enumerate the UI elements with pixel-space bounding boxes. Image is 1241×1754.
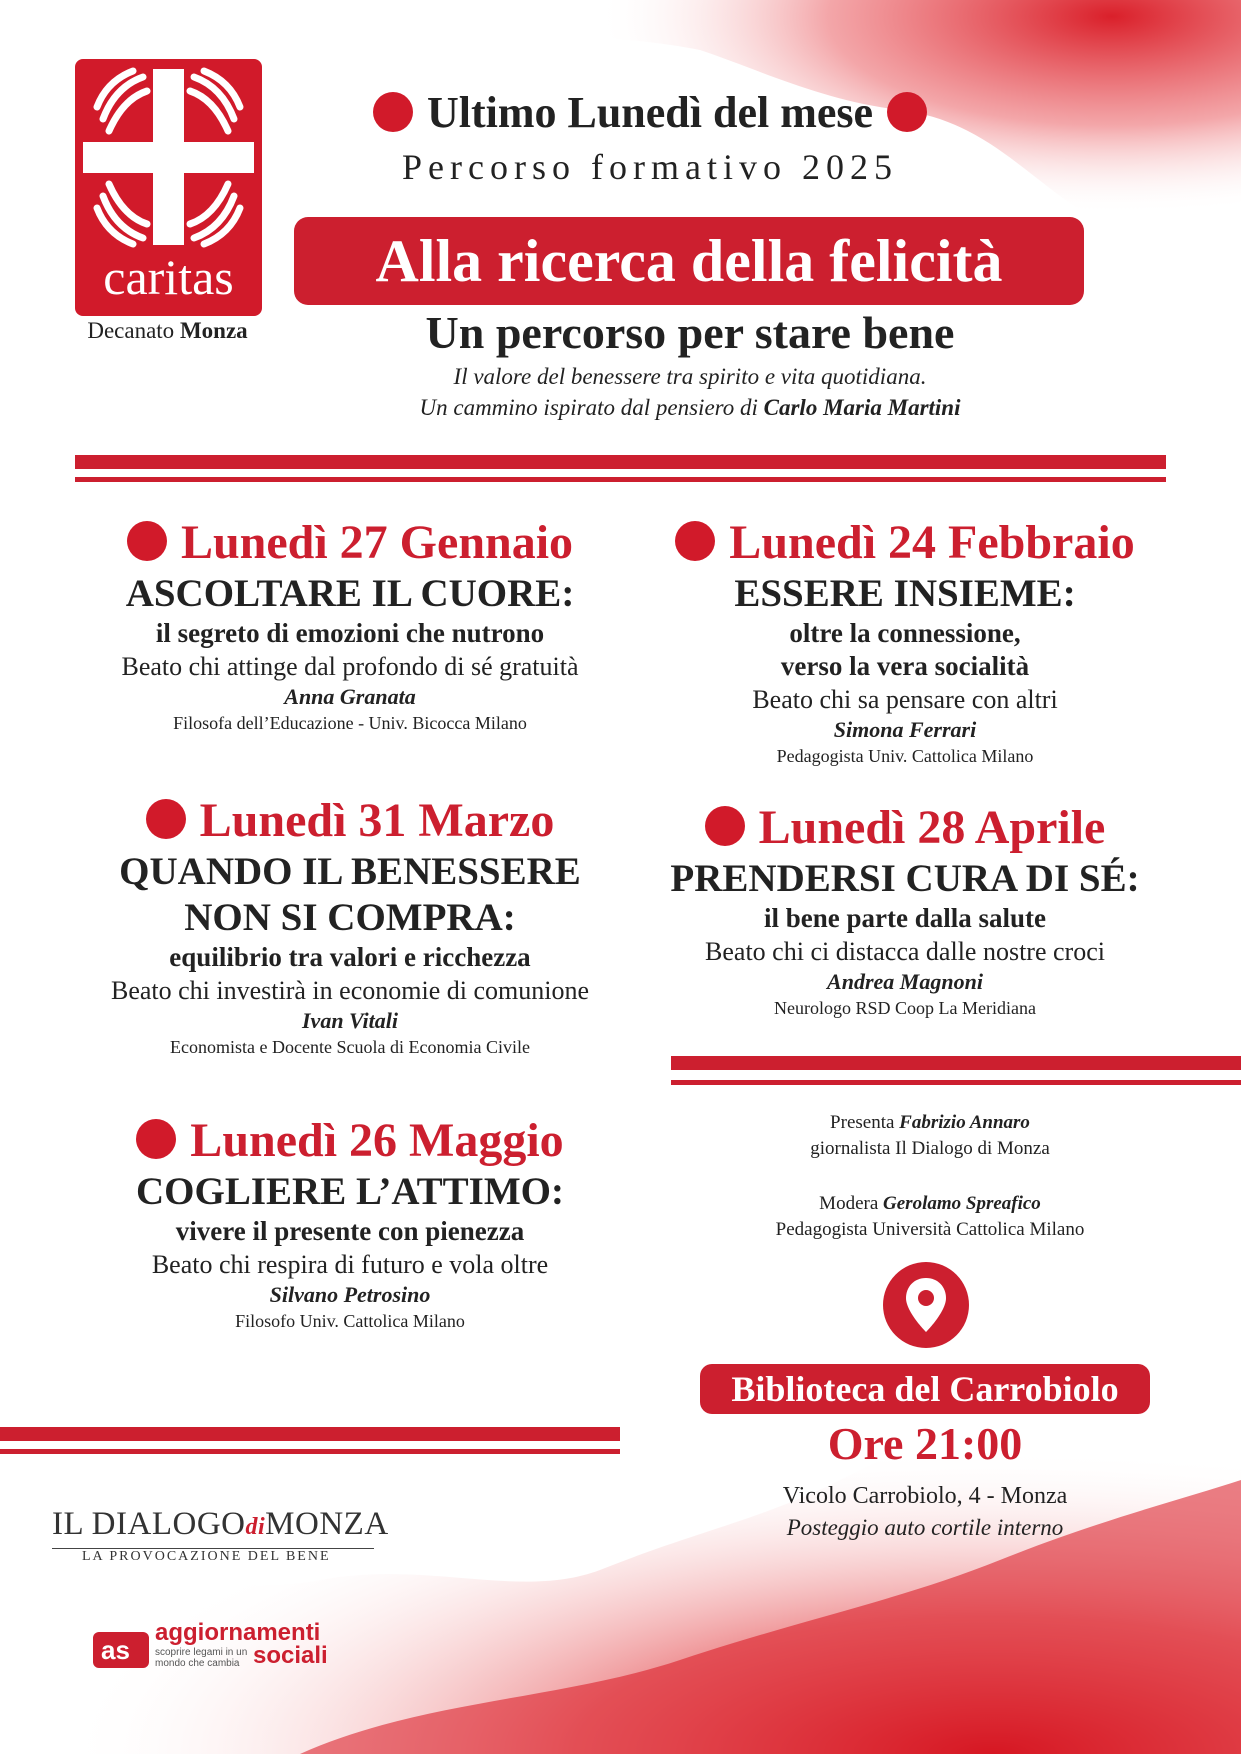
inspiration-prefix: Un cammino ispirato dal pensiero di [419, 395, 758, 420]
divider-thick [75, 455, 1166, 469]
sociali-word: sociali [253, 1642, 328, 1669]
tagline: Il valore del benessere tra spirito e vita quotidiana. [453, 364, 927, 389]
caritas-logo [75, 59, 262, 316]
event-date [70, 1113, 630, 1169]
event-date [625, 515, 1185, 571]
aggiornamenti-motto-1: scoprire legami in un [155, 1647, 248, 1658]
bullet-dot-icon [675, 521, 715, 561]
caritas-cross-icon [75, 59, 262, 254]
presenter-label: Presenta [830, 1112, 895, 1133]
location-pin-icon [883, 1262, 969, 1348]
event-speaker: Ivan Vitali [302, 1008, 398, 1033]
moderator-name: Gerolamo Spreafico [883, 1193, 1041, 1214]
divider-thick [0, 1427, 620, 1441]
main-title: Alla ricerca della felicità [375, 228, 1003, 294]
moderator [680, 1191, 1180, 1243]
event-speaker-role: Pedagogista Univ. Cattolica Milano [776, 746, 1034, 766]
presenter [680, 1110, 1180, 1162]
decanato-label [60, 318, 275, 344]
event-date-text: Lunedì 24 Febbraio [729, 516, 1135, 569]
aggiornamenti-word: aggiornamenti [155, 1619, 321, 1646]
moderator-role: Pedagogista Università Cattolica Milano [775, 1219, 1085, 1240]
event-speaker: Silvano Petrosino [269, 1282, 431, 1307]
venue-parking: Posteggio auto cortile interno [786, 1515, 1064, 1540]
subtitle: Un percorso per stare bene [425, 307, 955, 358]
kicker-text: Ultimo Lunedì del mese [426, 88, 874, 137]
event-subtitle: oltre la connessione, [789, 618, 1021, 648]
event-title: ASCOLTARE IL CUORE: [125, 572, 575, 615]
dialogo-word: IL DIALOGO [52, 1506, 246, 1542]
dialogo-di: di [245, 1514, 266, 1540]
event-date [70, 515, 630, 571]
event-speaker: Anna Granata [284, 684, 416, 709]
inspiration-name: Carlo Maria Martini [763, 395, 961, 420]
event-date-text: Lunedì 28 Aprile [758, 801, 1106, 854]
event-title: QUANDO IL BENESSERE [119, 850, 581, 893]
event-speaker-role: Economista e Docente Scuola di Economia Civile [170, 1037, 530, 1057]
event-title: NON SI COMPRA: [184, 896, 516, 939]
event-title: COGLIERE L’ATTIMO: [136, 1170, 564, 1213]
event-date-text: Lunedì 31 Marzo [199, 794, 555, 847]
bullet-dot-icon [136, 1119, 176, 1159]
bullet-dot-icon [887, 92, 927, 132]
event-speaker: Andrea Magnoni [827, 969, 983, 994]
event-beatitude: Beato chi sa pensare con altri [752, 685, 1058, 714]
event-speaker-role: Filosofa dell’Educazione - Univ. Bicocca Milano [173, 713, 527, 733]
divider-thick [671, 1056, 1241, 1070]
venue-name: Biblioteca del Carrobiolo [731, 1369, 1119, 1409]
event-subtitle: verso la vera socialità [780, 651, 1030, 681]
kicker [300, 85, 1000, 141]
event-beatitude: Beato chi attinge dal profondo di sé gratuità [121, 652, 579, 681]
dialogo-tagline: LA PROVOCAZIONE DEL BENE [82, 1549, 331, 1564]
event-subtitle: il segreto di emozioni che nutrono [155, 618, 545, 648]
event-date [70, 793, 630, 849]
aggiornamenti-sociali-logo [93, 1620, 353, 1675]
decanato-city: Monza [179, 318, 248, 343]
aggiornamenti-sociali-icon [93, 1628, 149, 1672]
bullet-dot-icon [146, 799, 186, 839]
event-card [70, 1113, 630, 1333]
main-title-banner [294, 217, 1084, 305]
dialogo-monza: MONZA [265, 1506, 389, 1542]
bullet-dot-icon [373, 92, 413, 132]
event-card [625, 800, 1185, 1020]
event-card [70, 793, 630, 1059]
divider-thin [75, 477, 1166, 482]
event-speaker-role: Neurologo RSD Coop La Meridiana [774, 998, 1036, 1018]
event-date-text: Lunedì 27 Gennaio [180, 516, 574, 569]
event-title: PRENDERSI CURA DI SÉ: [670, 857, 1140, 900]
divider-thin [671, 1080, 1241, 1085]
venue-address: Vicolo Carrobiolo, 4 - Monza [782, 1483, 1068, 1509]
venue-time: Ore 21:00 [827, 1418, 1023, 1469]
event-card [70, 515, 630, 735]
bullet-dot-icon [127, 521, 167, 561]
divider-thin [0, 1449, 620, 1454]
event-title: ESSERE INSIEME: [734, 572, 1076, 615]
event-subtitle: equilibrio tra valori e ricchezza [169, 942, 531, 972]
event-speaker: Simona Ferrari [833, 717, 977, 742]
il-dialogo-di-monza-logo [52, 1505, 389, 1565]
event-date [625, 800, 1185, 856]
event-date-text: Lunedì 26 Maggio [190, 1114, 564, 1167]
event-subtitle: vivere il presente con pienezza [175, 1216, 525, 1246]
aggiornamenti-motto [155, 1647, 247, 1669]
presenter-name: Fabrizio Annaro [899, 1112, 1030, 1133]
venue-name-banner [700, 1364, 1150, 1414]
inspiration [290, 393, 1090, 423]
event-subtitle: il bene parte dalla salute [764, 903, 1046, 933]
bullet-dot-icon [705, 806, 745, 846]
event-beatitude: Beato chi respira di futuro e vola oltre [151, 1250, 549, 1279]
aggiornamenti-motto-2: mondo che cambia [155, 1658, 240, 1669]
event-beatitude: Beato chi ci distacca dalle nostre croci [705, 937, 1105, 966]
presenter-role: giornalista Il Dialogo di Monza [810, 1138, 1050, 1159]
moderator-label: Modera [819, 1193, 879, 1214]
event-speaker-role: Filosofo Univ. Cattolica Milano [235, 1311, 465, 1331]
event-card [625, 515, 1185, 768]
caritas-wordmark: caritas [103, 249, 234, 305]
event-beatitude: Beato chi investirà in economie di comunione [111, 976, 589, 1005]
decanato-prefix: Decanato [87, 318, 175, 343]
program-label: Percorso formativo 2025 [402, 147, 898, 187]
svg-text:as: as [101, 1635, 130, 1665]
